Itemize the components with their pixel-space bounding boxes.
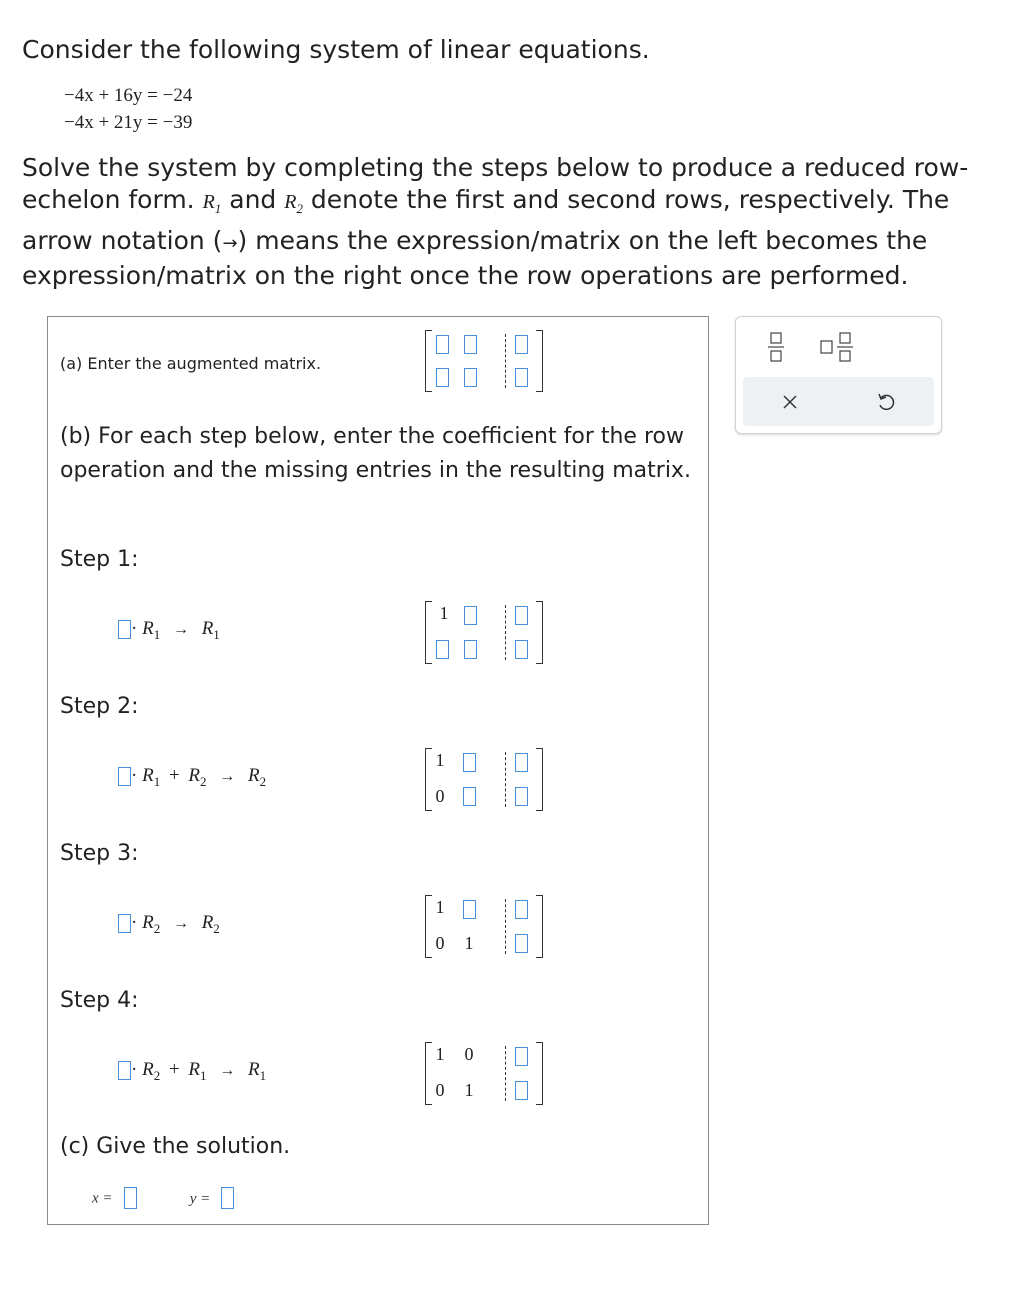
step-1-operation: · $R_1 \to R_1$: [118, 618, 220, 643]
part-c-label: (c) Give the solution.: [60, 1134, 291, 1159]
math-toolbar: [735, 316, 942, 434]
matrix-input[interactable]: [515, 368, 528, 387]
matrix-input[interactable]: [515, 900, 528, 919]
coefficient-input[interactable]: [118, 914, 131, 933]
arrow-icon: →: [219, 768, 236, 785]
matrix-cell: 1: [435, 1044, 445, 1064]
matrix-cell: 1: [464, 933, 474, 953]
part-b-label: (b) For each step below, enter the coefficient for the row operation and the missing entries in the resulting matrix.: [60, 424, 691, 483]
left-bracket: [425, 330, 432, 392]
step-4-operation: · $R_2 + R_1 \to R_1$: [118, 1059, 266, 1084]
arrow-icon: →: [222, 233, 238, 254]
step-2-matrix: [425, 748, 543, 811]
step-4-matrix: [425, 1042, 543, 1105]
step-4-title: Step 4:: [60, 988, 139, 1013]
mixed-number-icon: [818, 328, 858, 366]
matrix-input[interactable]: [464, 368, 477, 387]
matrix-input[interactable]: [515, 335, 528, 354]
instructions-and: and: [229, 185, 277, 214]
step-1-matrix: [425, 601, 543, 664]
matrix-input[interactable]: [515, 1047, 528, 1066]
part-a-label: (a) Enter the augmented matrix.: [60, 354, 322, 373]
arrow-icon: →: [172, 915, 189, 932]
step-2-title: Step 2:: [60, 694, 139, 719]
matrix-cell: 0: [435, 786, 445, 806]
equation-2: −4x + 21y = −39: [64, 112, 193, 133]
matrix-input[interactable]: [463, 787, 476, 806]
clear-button[interactable]: [780, 392, 800, 412]
matrix-cell: 1: [435, 750, 445, 770]
row-symbol-r2: $R_2$: [284, 191, 303, 216]
matrix-input[interactable]: [463, 753, 476, 772]
matrix-cell: 1: [464, 1080, 474, 1100]
matrix-input[interactable]: [436, 368, 449, 387]
coefficient-input[interactable]: [118, 620, 131, 639]
step-1-title: Step 1:: [60, 547, 139, 572]
step-3-matrix: [425, 895, 543, 958]
coefficient-input[interactable]: [118, 1061, 131, 1080]
augmented-matrix-a: [425, 330, 543, 392]
mixed-number-button[interactable]: [818, 328, 858, 366]
undo-button[interactable]: [875, 391, 897, 413]
matrix-cell: 1: [435, 897, 445, 917]
matrix-input[interactable]: [464, 640, 477, 659]
matrix-input[interactable]: [436, 640, 449, 659]
y-input[interactable]: [221, 1187, 234, 1209]
arrow-icon: →: [219, 1062, 236, 1079]
matrix-cell: 1: [439, 603, 449, 623]
step-2-operation: · $R_1 + R_2 \to R_2$: [118, 765, 266, 790]
instructions-part-1: Solve the system by completing the steps below to produce a reduced row-echelon form.: [22, 153, 969, 214]
x-input[interactable]: [124, 1187, 137, 1209]
matrix-input[interactable]: [436, 335, 449, 354]
row-symbol-r1: $R_1$: [202, 191, 222, 216]
x-label: x =: [92, 1190, 113, 1207]
coefficient-input[interactable]: [118, 767, 131, 786]
matrix-input[interactable]: [464, 335, 477, 354]
matrix-input[interactable]: [515, 787, 528, 806]
y-label: y =: [189, 1190, 211, 1207]
matrix-cell: 0: [435, 933, 445, 953]
matrix-input[interactable]: [464, 606, 477, 625]
step-3-title: Step 3:: [60, 841, 139, 866]
toolbar-action-row: [743, 377, 934, 426]
matrix-input[interactable]: [515, 640, 528, 659]
instructions-part-2: denote the first and second rows, respectively. The arrow notation (: [22, 185, 950, 255]
intro-text: Consider the following system of linear equations.: [22, 35, 650, 64]
step-3-operation: · $R_2 \to R_2$: [118, 912, 220, 937]
matrix-input[interactable]: [463, 900, 476, 919]
instructions-part-3: ) means the expression/matrix on the left becomes the expression/matrix on the right once the row operations are performed.: [22, 226, 928, 290]
matrix-input[interactable]: [515, 753, 528, 772]
matrix-input[interactable]: [515, 1081, 528, 1100]
solution-row: [92, 1187, 234, 1209]
matrix-input[interactable]: [515, 934, 528, 953]
equation-1: −4x + 16y = −24: [64, 85, 193, 106]
augment-separator: [505, 334, 506, 388]
matrix-cell: 0: [435, 1080, 445, 1100]
matrix-cell: 0: [464, 1044, 474, 1064]
matrix-input[interactable]: [515, 606, 528, 625]
fraction-button[interactable]: [762, 328, 790, 366]
right-bracket: [536, 330, 543, 392]
arrow-icon: →: [172, 621, 189, 638]
close-icon: [780, 392, 800, 412]
instructions: [22, 152, 1007, 292]
fraction-icon: [762, 328, 790, 366]
undo-icon: [875, 391, 897, 413]
